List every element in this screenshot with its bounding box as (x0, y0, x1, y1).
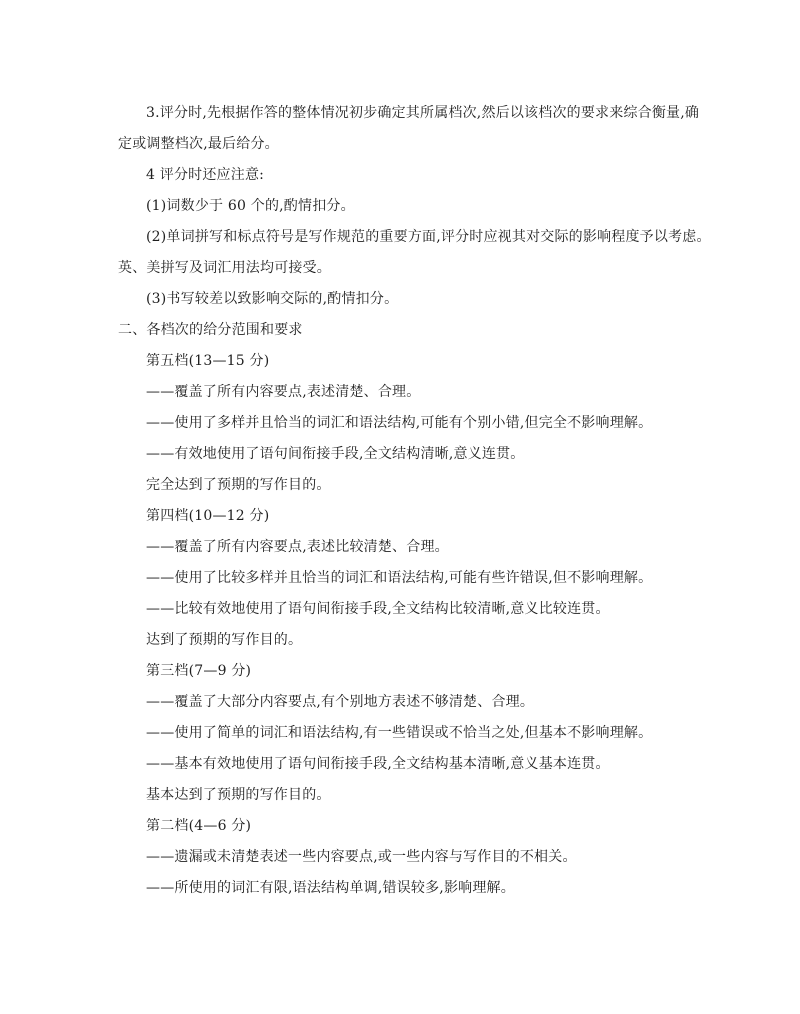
rule-4-item-2-line-2: 英、美拼写及词汇用法均可接受。 (118, 260, 331, 276)
band-4-heading: 第四档(10—12 分) (146, 508, 270, 524)
band-4-item-2: ——使用了比较多样并且恰当的词汇和语法结构,可能有些许错误,但不影响理解。 (146, 570, 653, 586)
rule-4-item-2-line-1: (2)单词拼写和标点符号是写作规范的重要方面,评分时应视其对交际的影响程度予以考虑。 (146, 229, 711, 245)
band-2-item-1: ——遗漏或未清楚表述一些内容要点,或一些内容与写作目的不相关。 (146, 849, 577, 865)
section-2-heading: 二、各档次的给分范围和要求 (118, 322, 303, 338)
band-4-summary: 达到了预期的写作目的。 (146, 632, 303, 648)
band-3-heading: 第三档(7—9 分) (146, 663, 252, 679)
rule-3-line-1: 3.评分时,先根据作答的整体情况初步确定其所属档次,然后以该档次的要求来综合衡量,确 (146, 105, 700, 121)
band-2-item-2: ——所使用的词汇有限,语法结构单调,错误较多,影响理解。 (146, 880, 515, 896)
rule-4-item-1: (1)词数少于 60 个的,酌情扣分。 (146, 198, 355, 214)
band-5-item-2: ——使用了多样并且恰当的词汇和语法结构,可能有个别小错,但完全不影响理解。 (146, 415, 653, 431)
rule-3-line-2: 定或调整档次,最后给分。 (118, 136, 279, 152)
band-3-item-1: ——覆盖了大部分内容要点,有个别地方表述不够清楚、合理。 (146, 694, 535, 710)
band-5-item-3: ——有效地使用了语句间衔接手段,全文结构清晰,意义连贯。 (146, 446, 525, 462)
band-5-summary: 完全达到了预期的写作目的。 (146, 477, 331, 493)
rule-4-item-3: (3)书写较差以致影响交际的,酌情扣分。 (146, 291, 399, 307)
rule-4-heading: 4 评分时还应注意: (146, 167, 265, 183)
band-4-item-1: ——覆盖了所有内容要点,表述比较清楚、合理。 (146, 539, 449, 555)
band-3-item-2: ——使用了简单的词汇和语法结构,有一些错误或不恰当之处,但基本不影响理解。 (146, 725, 653, 741)
band-2-heading: 第二档(4—6 分) (146, 818, 252, 834)
band-3-summary: 基本达到了预期的写作目的。 (146, 787, 331, 803)
band-4-item-3: ——比较有效地使用了语句间衔接手段,全文结构比较清晰,意义比较连贯。 (146, 601, 610, 617)
band-3-item-3: ——基本有效地使用了语句间衔接手段,全文结构基本清晰,意义基本连贯。 (146, 756, 610, 772)
band-5-heading: 第五档(13—15 分) (146, 353, 270, 369)
band-5-item-1: ——覆盖了所有内容要点,表述清楚、合理。 (146, 384, 421, 400)
